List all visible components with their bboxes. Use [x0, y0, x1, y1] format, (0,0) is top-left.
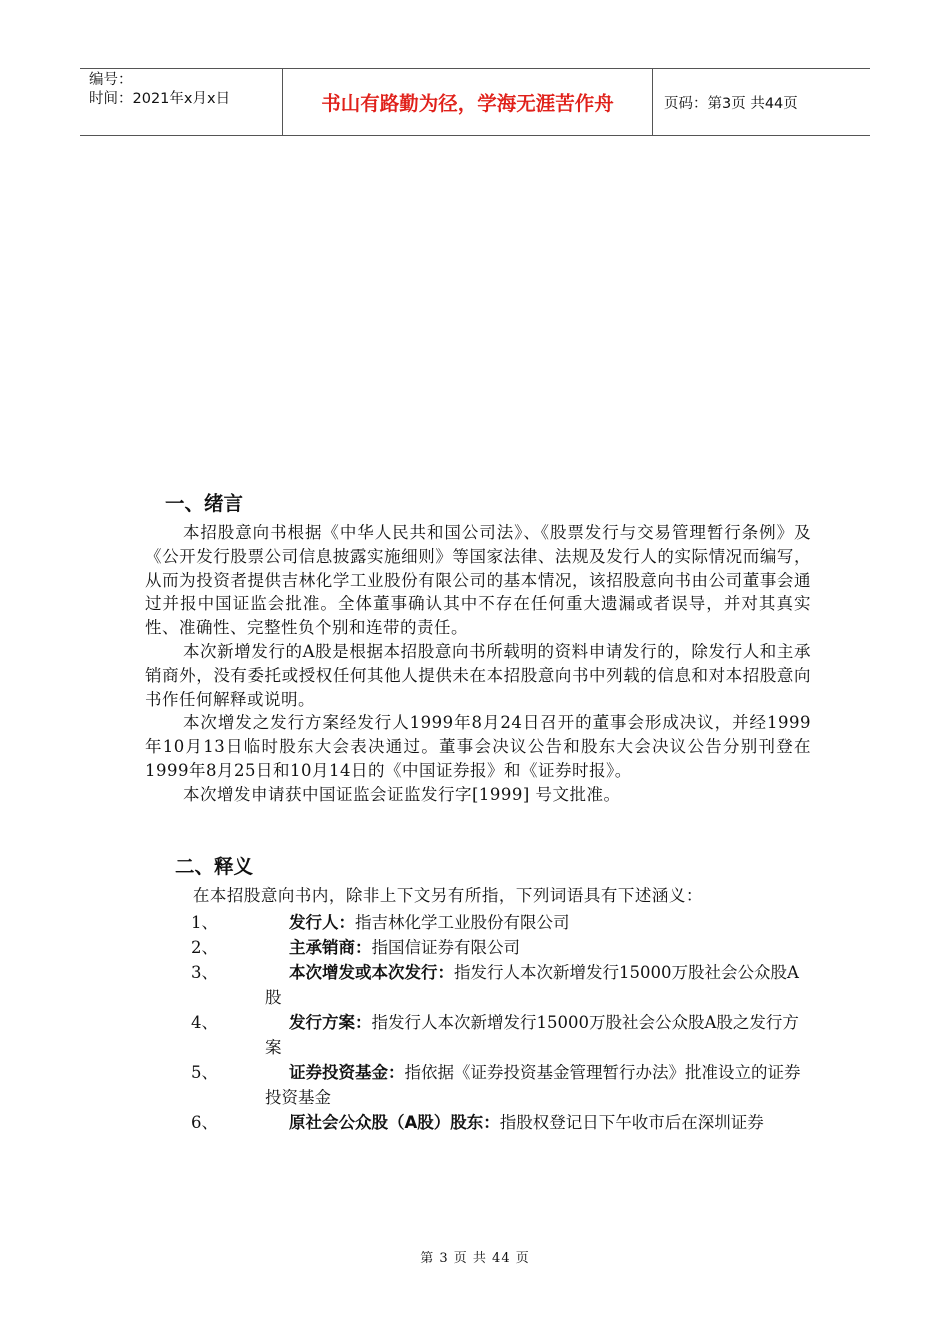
definition-text: 指发行人本次新增发行15000万股社会公众股A股	[265, 963, 799, 1008]
section-title-definitions: 二、释义	[175, 854, 254, 878]
definition-text: 指发行人本次新增发行15000万股社会公众股A股之发行方案	[265, 1013, 799, 1058]
section-title-intro: 一、绪言	[165, 492, 244, 515]
definition-item	[145, 935, 811, 960]
page-footer: 第 3 页 共 44 页	[420, 1251, 530, 1266]
definition-text: 指国信证券有限公司	[371, 938, 520, 958]
definition-term: 发行人：	[289, 913, 355, 933]
page-header	[80, 68, 870, 136]
definition-term: 证券投资基金：	[289, 1063, 405, 1083]
paragraph: 本次新增发行的A股是根据本招股意向书所载明的资料申请发行的，除发行人和主承销商外，没有委托或授权任何其他人提供未在本招股意向书中列载的信息和对本招股意向书作任何解释或说明。	[145, 641, 811, 709]
definition-number: 3、	[191, 963, 218, 983]
header-motto: 书山有路勤为径，学海无涯苦作舟	[283, 69, 653, 135]
definition-item	[145, 1110, 811, 1135]
serial-label: 编号：	[89, 72, 133, 88]
definition-item	[145, 960, 811, 1010]
definition-text: 指依据《证券投资基金管理暂行办法》批准设立的证券投资基金	[265, 1063, 801, 1108]
definition-term: 本次增发或本次发行：	[289, 963, 454, 983]
definitions-intro: 在本招股意向书内，除非上下文另有所指，下列词语具有下述涵义：	[192, 885, 703, 905]
definition-item	[145, 1010, 811, 1060]
definition-text: 指股权登记日下午收市后在深圳证券	[499, 1113, 764, 1133]
document-body	[145, 490, 811, 1135]
definition-number: 2、	[191, 938, 218, 958]
definition-item	[145, 1060, 811, 1110]
paragraph: 本招股意向书根据《中华人民共和国公司法》、《股票发行与交易管理暂行条例》及《公开发行股票公司信息披露实施细则》等国家法律、法规及发行人的实际情况而编写，从而为投资者提供吉林化学工业股份有限公司的基本情况，该招股意向书由公司董事会通过并报中国证监会批准。全体董事确认其中不存在任何重大遗漏或者误导，并对其真实性、准确性、完整性负个别和连带的责任。	[145, 523, 811, 638]
definition-term: 主承销商：	[289, 938, 372, 958]
definition-number: 1、	[191, 913, 218, 933]
definition-text: 指吉林化学工业股份有限公司	[355, 913, 570, 933]
time-label: 时间：2021年x月x日	[89, 91, 231, 107]
definitions-list	[145, 910, 811, 1135]
header-meta-cell	[80, 69, 283, 135]
definition-term: 发行方案：	[289, 1013, 372, 1033]
paragraph: 本次增发之发行方案经发行人1999年8月24日召开的董事会形成决议，并经1999年10月13日临时股东大会表决通过。董事会决议公告和股东大会决议公告分别刊登在1999年8月25日和10月14日的《中国证券报》和《证券时报》。	[145, 713, 811, 780]
header-page-info: 页码：第3页 共44页	[664, 95, 798, 112]
definition-number: 4、	[191, 1013, 218, 1033]
paragraph: 本次增发申请获中国证监会证监发行字[1999] 号文批准。	[182, 784, 621, 804]
definition-term: 原社会公众股（A股）股东：	[289, 1113, 500, 1133]
definition-number: 6、	[191, 1113, 218, 1133]
definition-number: 5、	[191, 1063, 218, 1083]
definition-item	[145, 910, 811, 935]
